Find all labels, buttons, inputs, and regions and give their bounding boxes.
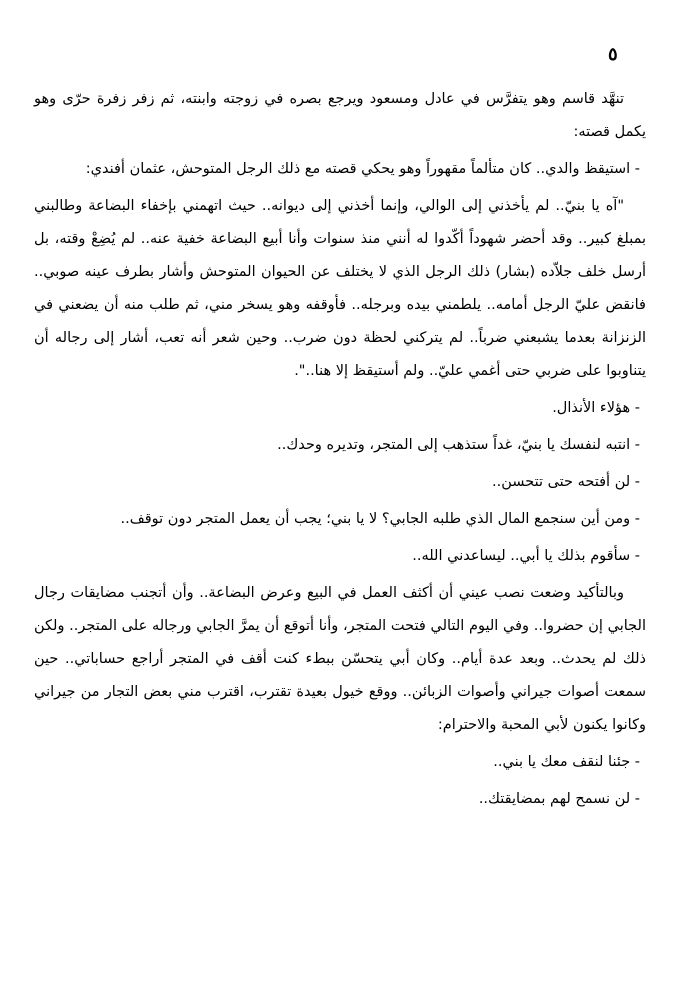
paragraph-narration: وبالتأكيد وضعت نصب عيني أن أكثف العمل في البيع وعرض البضاعة.. وأن أتجنب مضايقات رجال الجابي إن حضروا.. وفي اليوم التالي فتحت المتجر، وأنا أتوقع أن يمرَّ الجابي ورجاله على المتجر.. ولكن ذلك لم يحدث.. وبعد عدة أيام.. وكان أبي يتحسّن ببطء كنت أقف في المتجر أراجع حساباتي.. حين سمعت أصوات جيراني وأصوات الزبائن.. ووقع خيول بعيدة تقترب، اقترب مني بعض التجار من جيراني وكانوا يكنون لأبي المحبة والاحترام: (34, 585, 646, 733)
paragraph-intro: تنهَّد قاسم وهو يتفرَّس في عادل ومسعود ويرجع بصره في زوجته وابنته، ثم زفر زفرة حرّى وهو يكمل قصته: (34, 91, 646, 140)
dialog-line: - سأقوم بذلك يا أبي.. ليساعدني الله.. (412, 548, 640, 564)
dialog-line: - استيقظ والدي.. كان متألماً مقهوراً وهو يحكي قصته مع ذلك الرجل المتوحش، عثمان أفندي: (85, 161, 640, 177)
page-number: ٥ (608, 44, 618, 65)
dialog-line: - انتبه لنفسك يا بنيّ، غداً ستذهب إلى المتجر، وتديره وحدك.. (277, 437, 640, 453)
text-body (34, 83, 646, 820)
dialog-line: - جئنا لنقف معك يا بني.. (493, 754, 640, 770)
paragraph-quote: "آه يا بنيّ.. لم يأخذني إلى الوالي، وإنما أخذني إلى ديوانه.. حيث اتهمني بإخفاء البضاعة وطالبني بمبلغ كبير.. وقد أحضر شهوداً أكّدوا له أنني منذ سنوات وأنا أبيع البضاعة خفية عنه.. لم يُضِعْ وقته، بل أرسل خلف جلاّده (بشار) ذلك الرجل الذي لا يختلف عن الحيوان المتوحش وأشار بطرف عينه صوبي.. فانقض عليّ الرجل أمامه.. يلطمني بيده وبرجله.. فأوقفه وهو يسخر مني، ثم طلب منه أن يضعني في الزنزانة بعدما يشبعني ضرباً.. لم يتركني لحظة دون ضرب.. وحين شعر أنه تعب، أشار إلى رجاله أن يتناوبوا على ضربي حتى أغمي عليّ.. ولم أستيقظ إلا هنا..". (34, 198, 646, 379)
dialog-line: - لن نسمح لهم بمضايقتك.. (478, 791, 640, 807)
dialog-line: - لن أفتحه حتى تتحسن.. (492, 474, 640, 490)
dialog-line: - هؤلاء الأنذال. (552, 400, 640, 416)
dialog-line: - ومن أين سنجمع المال الذي طلبه الجابي؟ لا يا بني؛ يجب أن يعمل المتجر دون توقف.. (120, 511, 640, 527)
